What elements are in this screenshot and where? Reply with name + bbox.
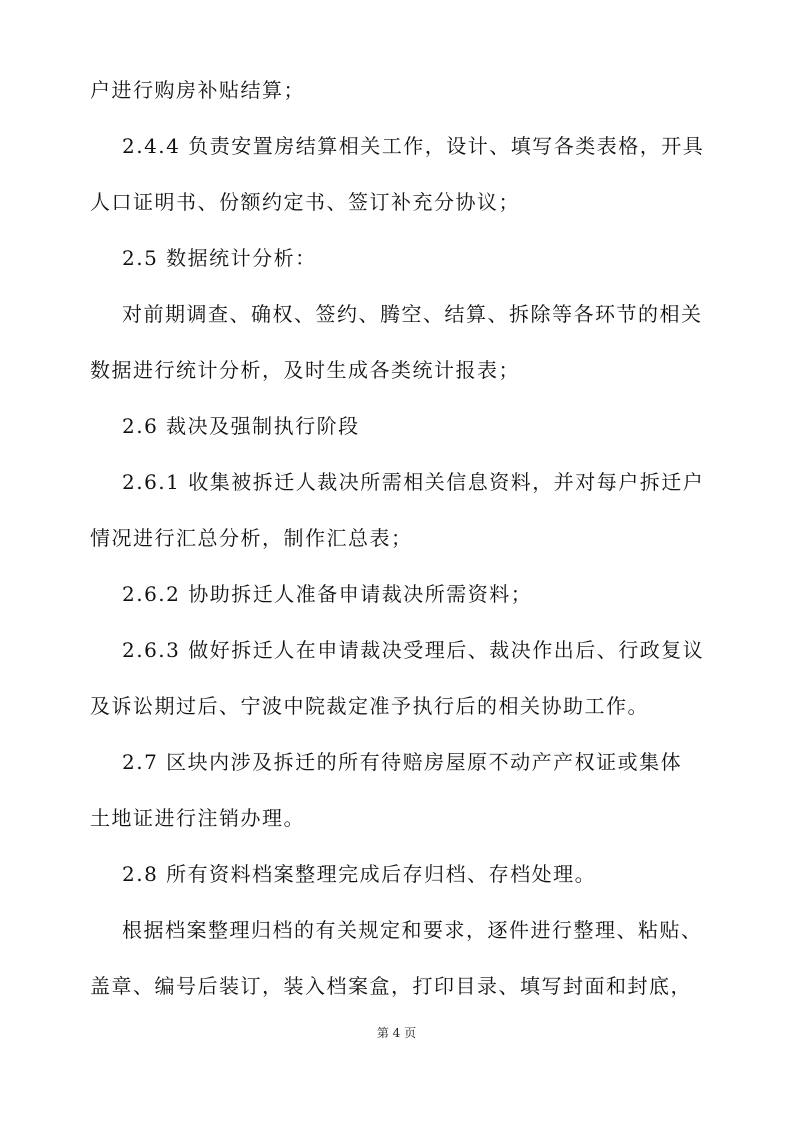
section-heading-2-7: 2.7 区块内涉及拆迁的所有待赔房屋原不动产产权证或集体	[122, 750, 683, 774]
text-line-12: 及诉讼期过后、宁波中院裁定准予执行后的相关协助工作。	[90, 694, 649, 718]
page-number: 第 4 页	[376, 1026, 417, 1040]
text-line-14: 土地证进行注销办理。	[90, 806, 305, 830]
section-heading-2-5: 2.5 数据统计分析：	[122, 246, 317, 270]
text-line-6: 数据进行统计分析，及时生成各类统计报表；	[90, 358, 520, 382]
text-line-8: 2.6.1 收集被拆迁人裁决所需相关信息资料，并对每户拆迁户	[122, 470, 705, 494]
text-line-3: 人口证明书、份额约定书、签订补充分协议；	[90, 190, 520, 214]
text-line-10: 2.6.2 协助拆迁人准备申请裁决所需资料；	[122, 582, 533, 606]
text-line-1: 户进行购房补贴结算；	[90, 78, 305, 102]
text-line-17: 盖章、编号后装订，装入档案盒，打印目录、填写封面和封底，	[90, 974, 692, 998]
text-line-2: 2.4.4 负责安置房结算相关工作，设计、填写各类表格，开具	[122, 134, 705, 158]
text-line-9: 情况进行汇总分析，制作汇总表；	[90, 526, 413, 550]
text-line-11: 2.6.3 做好拆迁人在申请裁决受理后、裁决作出后、行政复议	[122, 638, 705, 662]
text-line-5: 对前期调查、确权、签约、腾空、结算、拆除等各环节的相关	[122, 302, 703, 326]
section-heading-2-8: 2.8 所有资料档案整理完成后存归档、存档处理。	[122, 862, 597, 886]
text-line-16: 根据档案整理归档的有关规定和要求，逐件进行整理、粘贴、	[122, 918, 703, 942]
section-heading-2-6: 2.6 裁决及强制执行阶段	[122, 414, 360, 438]
